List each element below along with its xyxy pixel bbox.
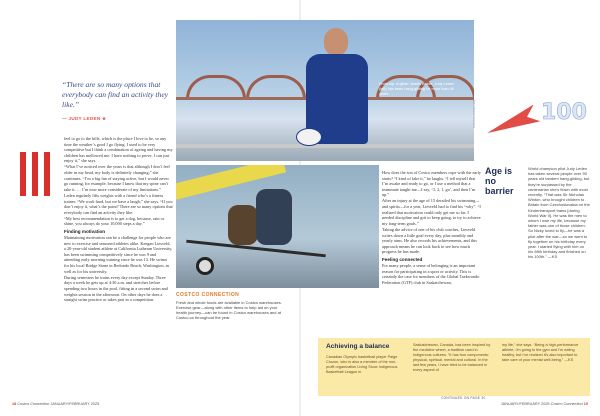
- glider-frame: [186, 240, 326, 258]
- article-paragraph: How does the son of Costco members cope with the early starts? “I kind of fake it,” he laughs. “I tell myself that I’m awake and ready to go, or I use a method that a teammate taught me—I say, ‘3, 2, 1, go’, and then I’m up.”: [382, 170, 482, 198]
- continued-notice: CONTINUED ON PAGE 30: [441, 396, 486, 400]
- photo-caption: From top: A glider James Bicker, Judy Leden (left) has been hang-gliding for more than 40 years.: [379, 82, 455, 96]
- decorative-red-bars: [20, 152, 62, 196]
- balance-text: my life,” she says. “Being a high-performance athlete, I’m going to the gym and I’m eating healthy, but I’ve realized it’s also important to take care of your mental well-being.” —KS: [502, 343, 579, 362]
- costco-connection-box: [176, 292, 284, 400]
- folio-left: [12, 402, 99, 406]
- achieving-balance-box: [318, 338, 590, 396]
- article-paragraph: During semesters he trains every day except Sunday. Three days a week he gets up at 4:30 a.m. and stretches before spending two hours in the pool, fitting in a second swim and weights session in the afternoon. On other days he does a straight swim practice or takes part in a competition.: [64, 274, 168, 303]
- article-paragraph: Taking the advice of one of his club coaches, Liesveld writes down a little goal every day, plus monthly and yearly aims. He also records his achievements, and this approach means he can look back to see how much progress he has made.: [382, 226, 477, 255]
- section-heading: Feeling connected: [382, 256, 423, 262]
- balance-text: Canadian Olympic basketball player Paige Crozon, who is also a member of the non-profit organization Living Sioux Indigenous Basketball League in: [326, 355, 398, 374]
- number-100-graphic: 100: [541, 100, 587, 125]
- pilot-figure: [302, 28, 372, 161]
- pull-quote: “There are so many options that everybody can find an activity they like.”: [62, 80, 169, 109]
- issue-date: JANUARY/FEBRUARY 2025: [500, 402, 550, 406]
- passenger-figure: [228, 205, 258, 245]
- article-paragraph: For many people, a sense of belonging is an important reason for participating in a sport or activity. This is certainly the case for members of the Global Taekwondo Federation (GTF) club in Saskatchewan,: [382, 263, 480, 285]
- section-heading: Finding motivation: [64, 229, 106, 234]
- sidebar-text: World champion pilot Judy Leden has taken several people over 90 years old tandem hang-gliding, but they’re surpassed by the centenarian she’s flown with most recently. “That was Sir Nicholas Winton, who brought children to Britain from Czechoslovakia on the Kindertransport trains [during World War II]. He was the men to whom I owe my life, because my father was one of those children. So Nicky loved to fly—he was a pilot after the war—so we went to fly together on his birthday every year. I started flying with him on his 98th birthday and finished on his 100th.” —KS: [528, 166, 590, 260]
- article-paragraph: After an injury at the age of 15 derailed his swimming—and spirits—for a year, Liesveld had to find his “why”. “I realized that motivation could only get me so far. I needed discipline and grit to keep going, to try to achieve my long-term goals.”: [382, 198, 481, 226]
- page-number: 18: [12, 402, 17, 406]
- rugby-ball: [296, 128, 322, 146]
- article-paragraph: Maintaining motivation can be a challenge for people who are new to exercise and seasoned athletes alike. Keegan Liesveld, a 20-year-old student athlete at California Lutheran University, has been swimming competitively since he was 9 and attending early morning training since he was 13. He swims for his local Bridge Stone in Redondo Beach, Washington, as well as for his university.: [64, 235, 173, 274]
- age-illustration: [485, 100, 587, 152]
- publication-name: Costco Connection: [550, 402, 583, 406]
- article-paragraph: Leden regularly lifts weights with a friend who’s a fitness trainer. “We work hard, but we have a laugh,” she says. “If you don’t enjoy it, what’s the point? There are so many options that everybody can find an activity they like.: [64, 192, 173, 215]
- photo-tandem-hang-glider: [176, 165, 379, 288]
- article-paragraph: “What I’ve noticed over the years is that although I don’t feel older in my head, my body is definitely changing,” she continues. “I’m a big fan of staying active, but I would never go running, for example, because I know that my spine can’t take it. … I’m now more considerate of my limitations.”: [64, 164, 170, 192]
- article-column-left: [64, 136, 173, 398]
- article-paragraph: “My best recommendation is to get a dog, because, rain or shine, you always do your 10,000 steps a day.”: [64, 215, 165, 227]
- costco-connection-title: COSTCO CONNECTION: [176, 292, 240, 298]
- red-bar: [44, 152, 50, 196]
- publication-name: Costco Connection: [17, 402, 50, 406]
- glider-wheel: [196, 257, 214, 275]
- balance-title: Achieving a balance: [326, 343, 390, 350]
- balance-text: Saskatchewan, Canada, has been inspired by the medicine wheel, a tradition used in Indigenous cultures. “It has four components: physical, spiritual, mental and cultural. In the last few years, I have tried to be balanced in every aspect of: [413, 343, 491, 372]
- paper-plane-icon: [484, 105, 541, 142]
- costco-connection-text: Fresh and whole foods are available in Costco warehouses. Exercise gear—along with other items to help aid on your health journey—can be found in Costco warehouses and at Costco.ca throughout the year.: [176, 300, 282, 321]
- pilot-figure: [256, 189, 292, 245]
- red-bar: [32, 152, 38, 196]
- issue-date: JANUARY/FEBRUARY 2025: [50, 402, 100, 406]
- red-bar: [20, 152, 26, 196]
- pull-quote-attribution: — JUDY LEDEN ★: [62, 116, 107, 121]
- sidebar-title: Age is no barrier: [485, 166, 514, 196]
- photo-credit: COSTCO CONNECTION: [473, 99, 476, 128]
- page-number: 19: [583, 402, 588, 406]
- folio-right: [501, 402, 588, 406]
- article-paragraph: feel to go to the hills, which is the place I love to be, so any time the weather’s good I go flying. I used to be very competitive but I think a combination of ageing and having my children has mellowed me. I have nothing to prove, I can just enjoy it,” she says.: [64, 136, 173, 164]
